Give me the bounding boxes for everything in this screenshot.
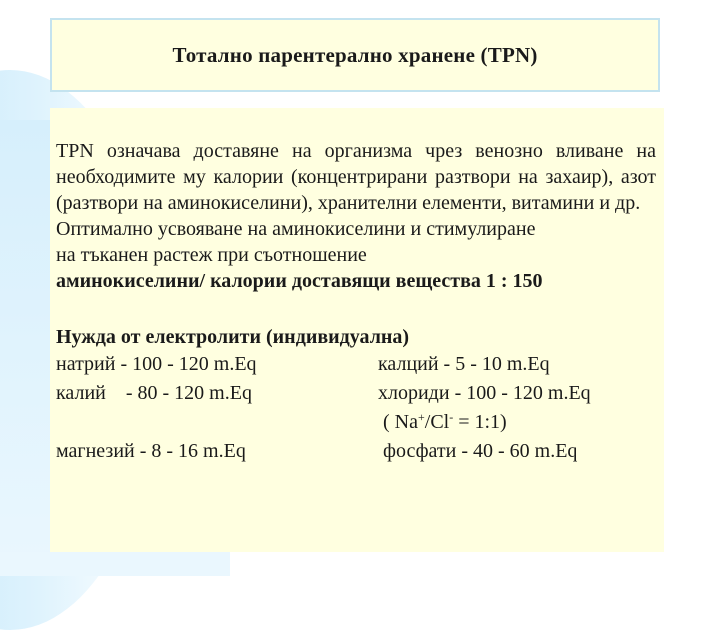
potassium-value: калий - 80 - 120 m.Eq: [56, 382, 252, 404]
sodium-value: натрий - 100 - 120 m.Eq: [56, 353, 257, 375]
decorative-strip: [0, 120, 54, 576]
ratio-text-value: = 1:1): [453, 411, 507, 433]
ratio-line: аминокиселини/ калории доставящи вещества 1 : 150: [56, 270, 543, 292]
calcium-value: калций - 5 - 10 m.Eq: [378, 353, 550, 375]
empty-cell: [56, 408, 378, 437]
slide-title: Тотално парентерално хранене (ТРN): [172, 42, 538, 67]
na-cl-ratio: [378, 408, 507, 437]
electrolyte-row: [56, 408, 656, 437]
decorative-base: [0, 552, 230, 576]
ratio-sup-plus: +: [417, 410, 425, 424]
ratio-text-na: ( Na: [378, 411, 418, 433]
slide-content-box: [50, 108, 664, 552]
absorption-line-1: Оптимално усвояване на аминокиселини и стимулиране: [56, 218, 536, 240]
ratio-text-cl: /Cl: [424, 411, 450, 433]
electrolyte-row: [56, 379, 656, 408]
slide-title-box: [50, 18, 660, 92]
tpn-definition-paragraph: TPN означава доставяне на организма чрез венозно вливане на необходимите му калории (концентрирани разтвори на захаир), азот (разтвори на аминокиселини), хранителни елементи, витамини и др.: [56, 140, 656, 214]
phosphates-value: фосфати - 40 - 60 m.Eq: [378, 440, 578, 462]
absorption-line-2: на тъканен растеж при съотношение: [56, 244, 367, 266]
electrolyte-row: [56, 350, 656, 379]
spacer: [56, 294, 656, 324]
chlorides-value: хлориди - 100 - 120 m.Eq: [378, 382, 591, 404]
electrolyte-row: [56, 437, 656, 466]
magnesium-value: магнезий - 8 - 16 m.Eq: [56, 440, 246, 462]
ratio-sup-minus: -: [449, 410, 454, 424]
electrolytes-heading: Нужда от електролити (индивидуална): [56, 326, 410, 348]
